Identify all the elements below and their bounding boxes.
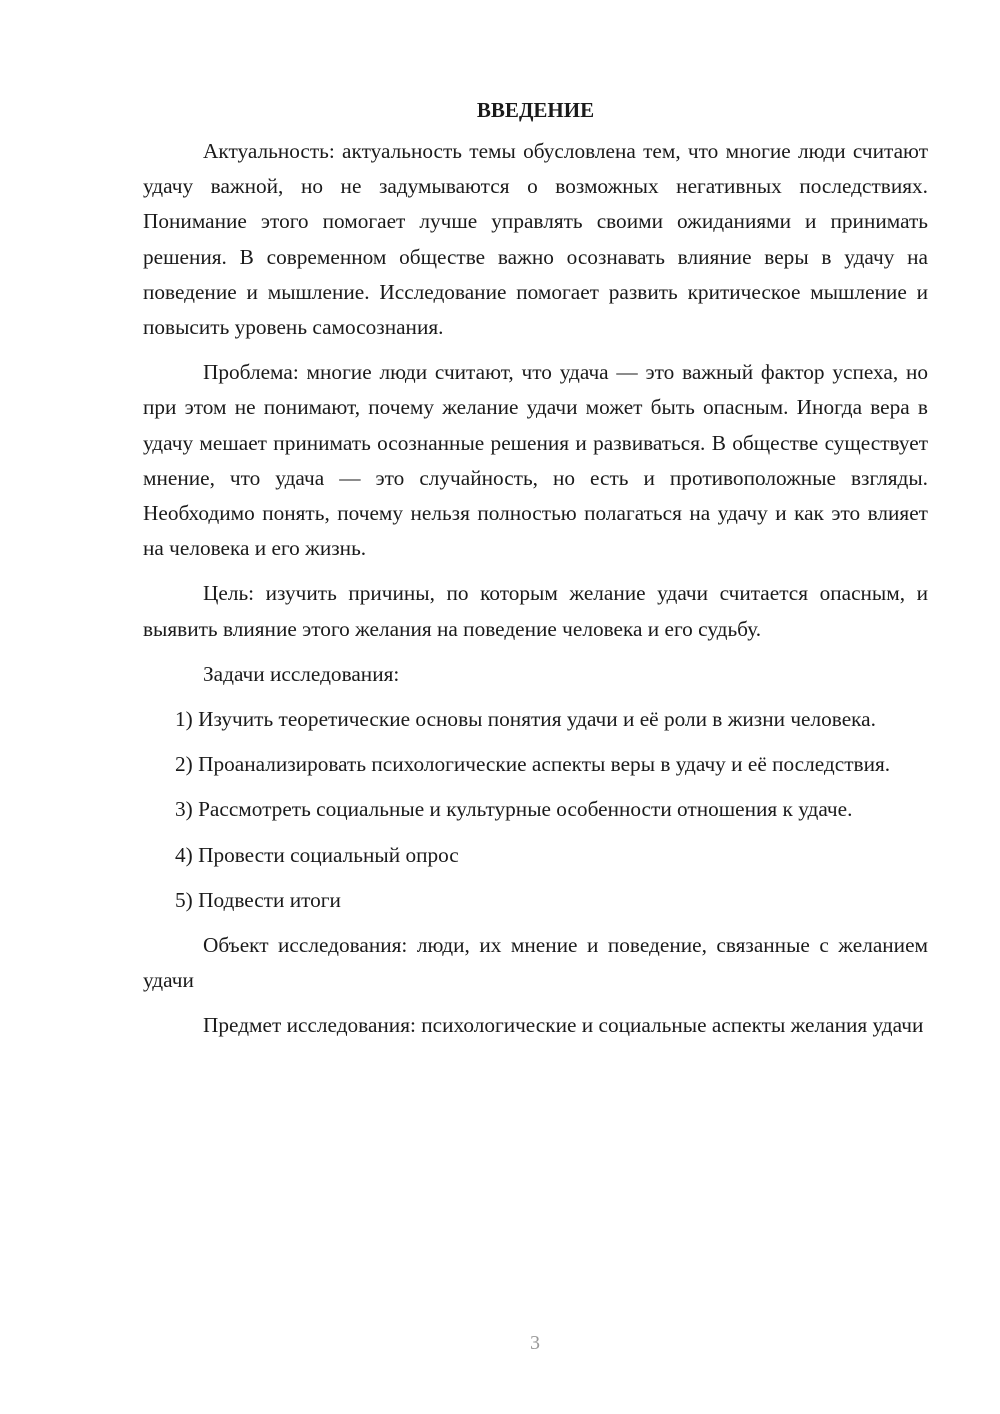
section-heading: ВВЕДЕНИЕ	[476, 98, 595, 122]
document-page	[143, 92, 928, 1054]
object-paragraph: Объект исследования: люди, их мнение и поведение, связанные с желанием удачи	[143, 933, 928, 993]
task-item: 4) Провести социальный опрос	[175, 842, 459, 867]
tasks-title: Задачи исследования:	[203, 661, 400, 686]
subject-paragraph: Предмет исследования: психологические и социальные аспекты желания удачи	[203, 1013, 924, 1038]
task-item: 1) Изучить теоретические основы понятия удачи и её роли в жизни человека.	[175, 707, 876, 732]
goal-paragraph: Цель: изучить причины, по которым желание удачи считается опасным, и выявить влияние этого желания на поведение человека и его судьбу.	[143, 581, 928, 641]
task-item: 3) Рассмотреть социальные и культурные особенности отношения к удаче.	[175, 797, 853, 822]
problem-paragraph: Проблема: многие люди считают, что удача — это важный фактор успеха, но при этом не понимают, почему желание удачи может быть опасным. Иногда вера в удачу мешает принимать осознанные решения и развиваться. В обществе существует мнение, что удача — это случайность, но есть и противоположные взгляды. Необходимо понять, почему нельзя полностью полагаться на удачу и как это влияет на человека и его жизнь.	[143, 360, 928, 561]
page-number: 3	[530, 1332, 540, 1354]
relevance-paragraph: Актуальность: актуальность темы обусловлена тем, что многие люди считают удачу важной, но не задумываются о возможных негативных последствиях. Понимание этого помогает лучше управлять своими ожиданиями и принимать решения. В современном обществе важно осознавать влияние веры в удачу на поведение и мышление. Исследование помогает развить критическое мышление и повысить уровень самосознания.	[143, 139, 928, 340]
task-item: 5) Подвести итоги	[175, 887, 341, 912]
task-item: 2) Проанализировать психологические аспекты веры в удачу и её последствия.	[175, 752, 891, 777]
